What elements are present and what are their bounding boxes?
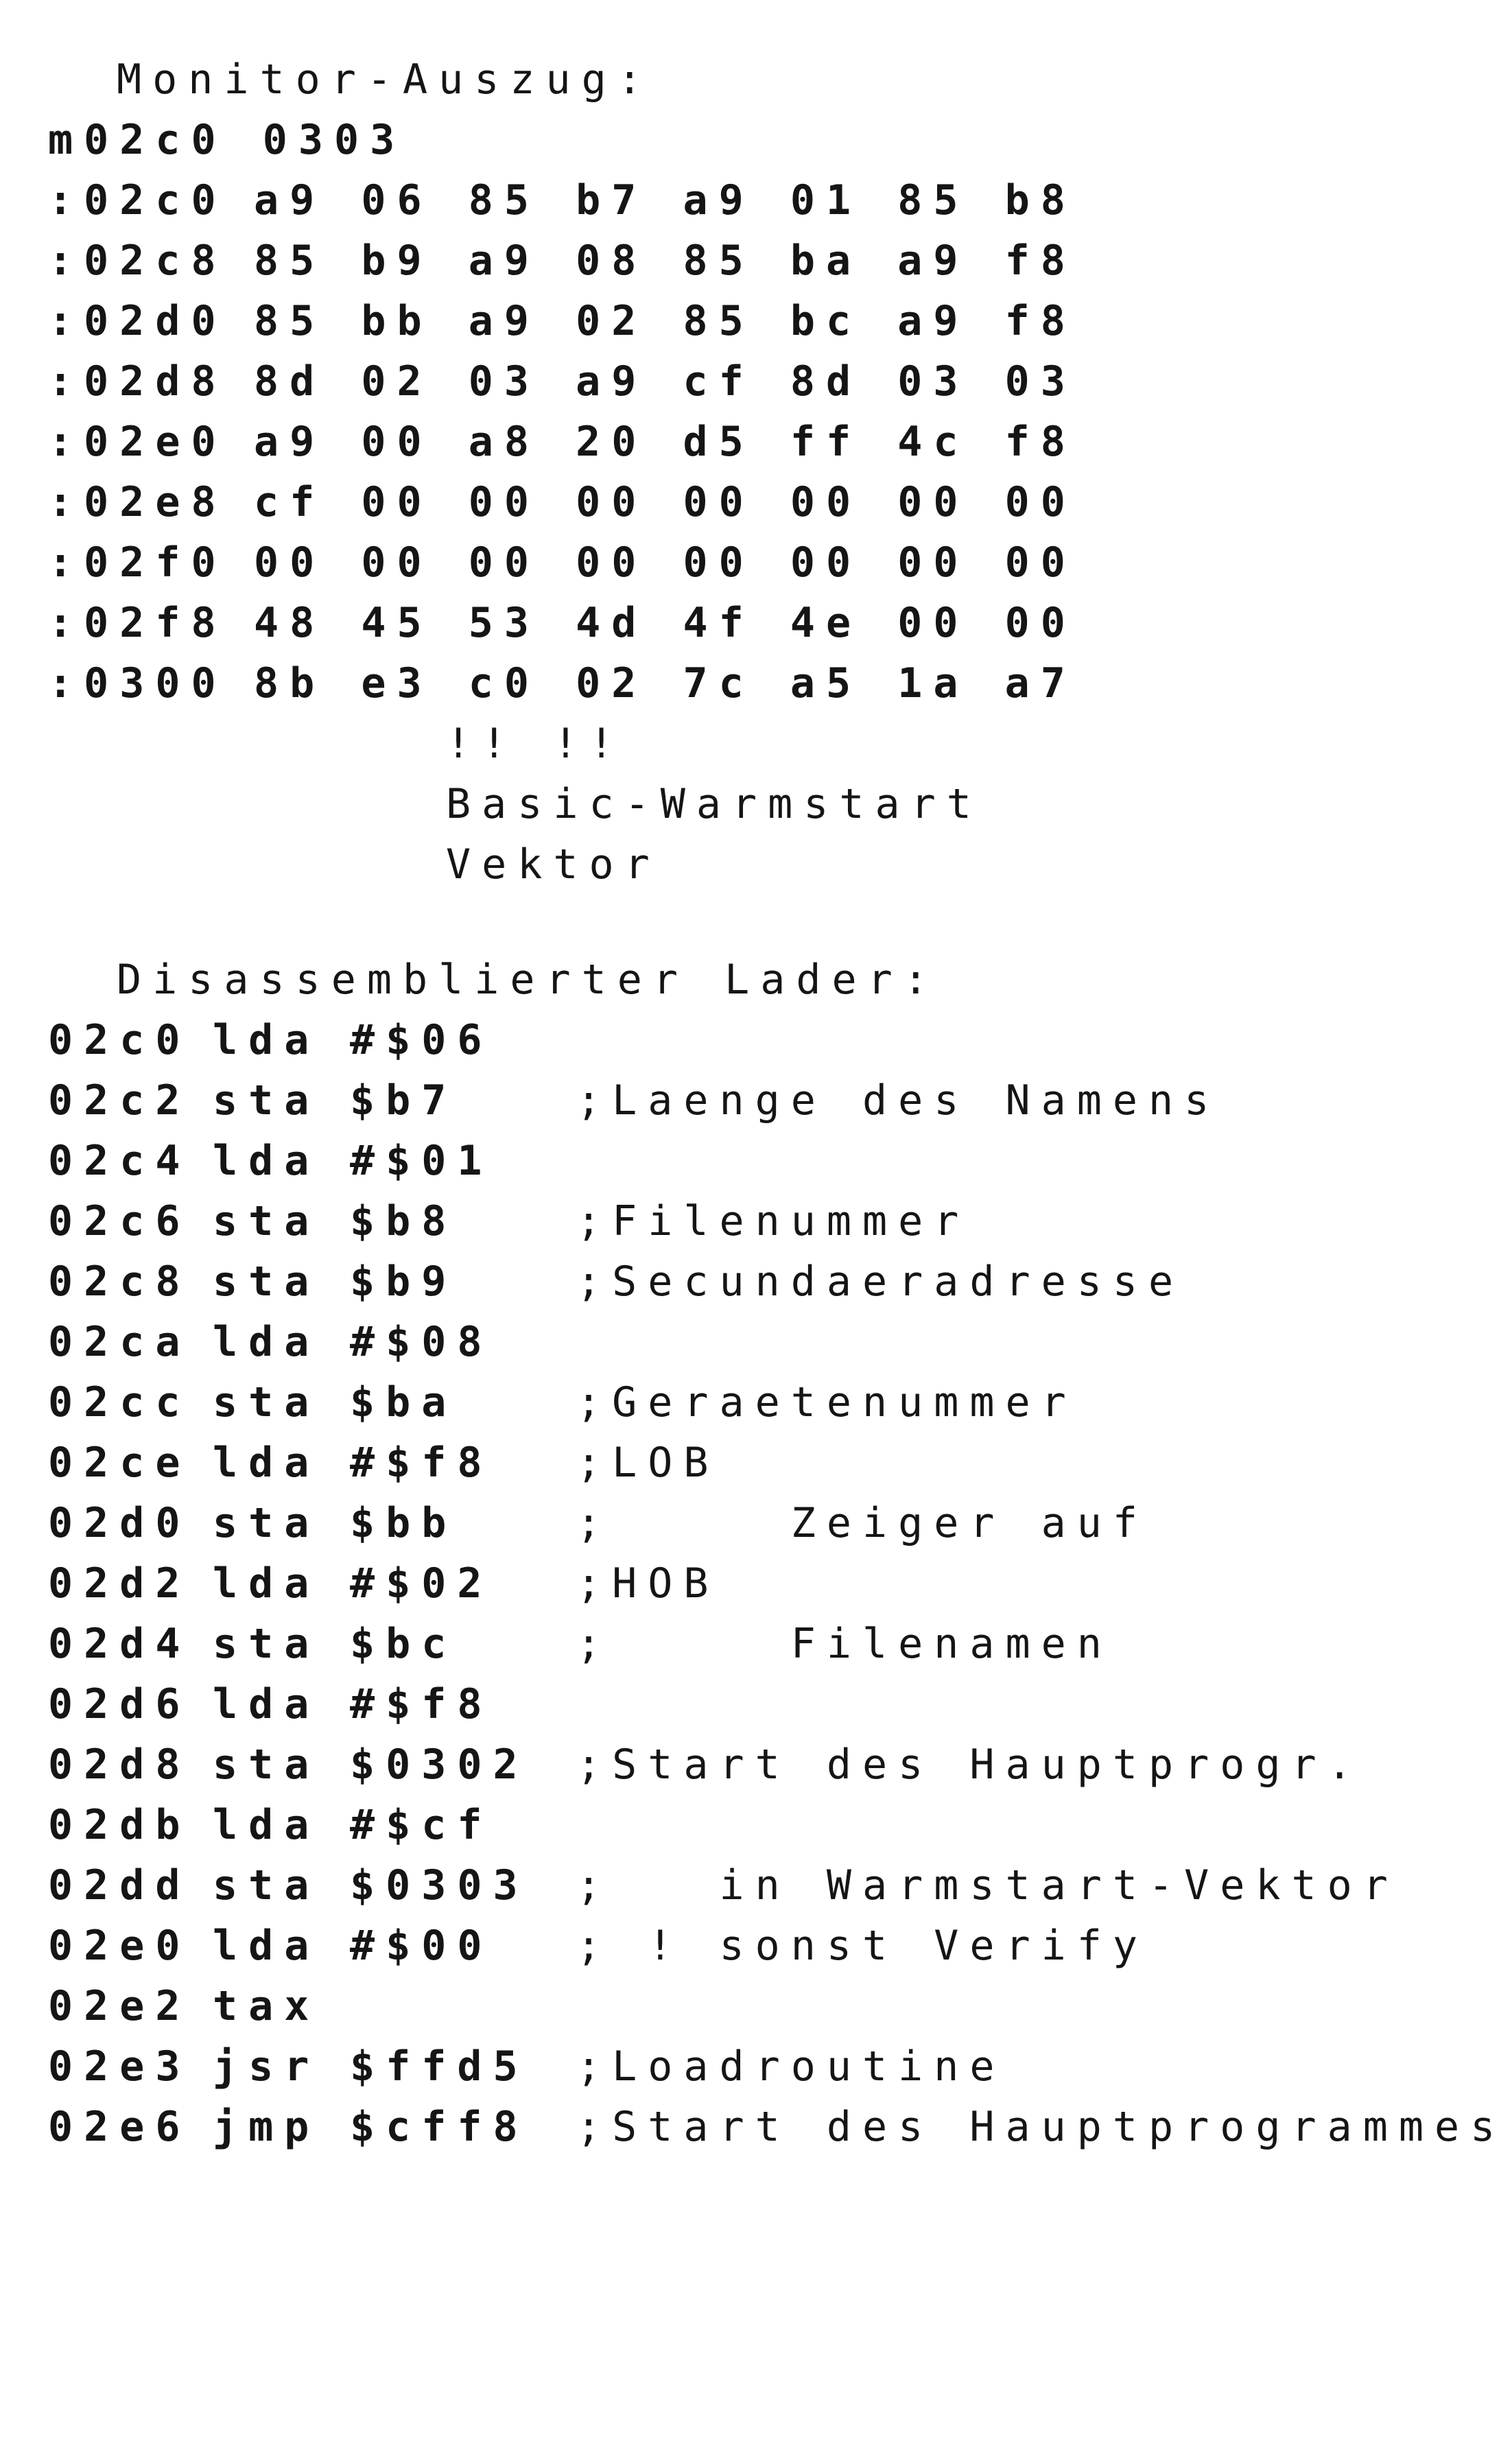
asm-comment: ;Secundaeradresse bbox=[576, 1258, 1185, 1306]
asm-address: 02e6 bbox=[48, 2103, 191, 2151]
monitor-row-bytes: a9 06 85 b7 a9 01 85 b8 bbox=[254, 176, 1076, 224]
asm-line bbox=[48, 1614, 1113, 1674]
asm-opcode: sta bbox=[213, 1620, 320, 1668]
asm-address: 02ca bbox=[48, 1318, 191, 1366]
monitor-row-address: :02f8 bbox=[48, 599, 227, 647]
asm-opcode: jmp bbox=[213, 2103, 320, 2151]
asm-line bbox=[48, 1976, 320, 2036]
asm-opcode: lda bbox=[213, 1922, 320, 1970]
asm-operand: #$cf bbox=[350, 1801, 493, 1849]
asm-opcode: tax bbox=[213, 1982, 320, 2030]
asm-opcode: lda bbox=[213, 1137, 320, 1185]
asm-opcode: jsr bbox=[213, 2043, 320, 2091]
asm-opcode: sta bbox=[213, 1499, 320, 1547]
monitor-row bbox=[48, 593, 1076, 653]
monitor-row bbox=[48, 532, 1076, 593]
asm-address: 02d4 bbox=[48, 1620, 191, 1668]
asm-operand: $bb bbox=[350, 1499, 458, 1547]
asm-line bbox=[48, 1070, 1220, 1131]
asm-line bbox=[48, 1433, 720, 1493]
asm-operand: $b8 bbox=[350, 1197, 458, 1245]
asm-address: 02e3 bbox=[48, 2043, 191, 2091]
asm-address: 02c0 bbox=[48, 1016, 191, 1064]
monitor-row bbox=[48, 412, 1076, 472]
monitor-row-address: :02d8 bbox=[48, 357, 227, 405]
warmstart-note: Basic-Warmstart bbox=[446, 780, 982, 828]
asm-comment: ;Laenge des Namens bbox=[576, 1076, 1220, 1125]
asm-operand: #$00 bbox=[350, 1922, 493, 1970]
monitor-row bbox=[48, 170, 1076, 231]
asm-comment: ;Start des Hauptprogrammes bbox=[576, 2103, 1507, 2151]
asm-opcode: lda bbox=[213, 1016, 320, 1064]
asm-line bbox=[48, 1191, 970, 1251]
asm-operand: $cff8 bbox=[350, 2103, 529, 2151]
asm-opcode: lda bbox=[213, 1680, 320, 1728]
asm-address: 02c6 bbox=[48, 1197, 191, 1245]
asm-opcode: sta bbox=[213, 1861, 320, 1909]
asm-operand: #$01 bbox=[350, 1137, 493, 1185]
asm-opcode: lda bbox=[213, 1318, 320, 1366]
asm-line bbox=[48, 2036, 1006, 2097]
asm-operand: #$08 bbox=[350, 1318, 493, 1366]
asm-comment: ; Filenamen bbox=[576, 1620, 1113, 1668]
monitor-row-address: :02c8 bbox=[48, 237, 227, 285]
monitor-row-address: :02e8 bbox=[48, 478, 227, 526]
asm-address: 02d8 bbox=[48, 1741, 191, 1789]
monitor-row bbox=[48, 231, 1076, 291]
asm-operand: $0303 bbox=[350, 1861, 529, 1909]
asm-address: 02c2 bbox=[48, 1076, 191, 1125]
monitor-row bbox=[48, 291, 1076, 351]
monitor-row-bytes: cf 00 00 00 00 00 00 00 bbox=[254, 478, 1076, 526]
asm-address: 02dd bbox=[48, 1861, 191, 1909]
asm-comment: ;HOB bbox=[576, 1560, 720, 1608]
asm-line bbox=[48, 1493, 1148, 1553]
asm-opcode: lda bbox=[213, 1801, 320, 1849]
asm-operand: $ffd5 bbox=[350, 2043, 529, 2091]
monitor-row-bytes: 8d 02 03 a9 cf 8d 03 03 bbox=[254, 357, 1076, 405]
monitor-row-bytes: 8b e3 c0 02 7c a5 1a a7 bbox=[254, 659, 1076, 707]
asm-operand: #$02 bbox=[350, 1560, 493, 1608]
monitor-row bbox=[48, 472, 1076, 532]
asm-opcode: sta bbox=[213, 1197, 320, 1245]
asm-opcode: lda bbox=[213, 1560, 320, 1608]
asm-address: 02d0 bbox=[48, 1499, 191, 1547]
asm-comment: ;Loadroutine bbox=[576, 2043, 1006, 2091]
monitor-row-address: :02c0 bbox=[48, 176, 227, 224]
warmstart-marker: !! !! bbox=[446, 720, 625, 768]
asm-line bbox=[48, 1674, 493, 1734]
asm-operand: #$f8 bbox=[350, 1680, 493, 1728]
monitor-row-bytes: 85 b9 a9 08 85 ba a9 f8 bbox=[254, 237, 1076, 285]
asm-address: 02e2 bbox=[48, 1982, 191, 2030]
monitor-row-address: :02d0 bbox=[48, 297, 227, 345]
asm-address: 02e0 bbox=[48, 1922, 191, 1970]
monitor-command: m02c0 0303 bbox=[48, 116, 406, 164]
monitor-row-address: :0300 bbox=[48, 659, 227, 707]
monitor-row bbox=[48, 351, 1076, 412]
monitor-row bbox=[48, 653, 1076, 714]
monitor-row-bytes: 85 bb a9 02 85 bc a9 f8 bbox=[254, 297, 1076, 345]
asm-line bbox=[48, 1131, 493, 1191]
asm-operand: #$06 bbox=[350, 1016, 493, 1064]
asm-opcode: lda bbox=[213, 1439, 320, 1487]
monitor-row-bytes: 48 45 53 4d 4f 4e 00 00 bbox=[254, 599, 1076, 647]
asm-operand: $0302 bbox=[350, 1741, 529, 1789]
asm-opcode: sta bbox=[213, 1741, 320, 1789]
asm-line bbox=[48, 2097, 1507, 2157]
asm-address: 02d2 bbox=[48, 1560, 191, 1608]
asm-comment: ; Zeiger auf bbox=[576, 1499, 1148, 1547]
asm-comment: ;Filenummer bbox=[576, 1197, 970, 1245]
asm-line bbox=[48, 1916, 1148, 1976]
asm-comment: ; in Warmstart-Vektor bbox=[576, 1861, 1399, 1909]
asm-operand: $b9 bbox=[350, 1258, 458, 1306]
asm-line bbox=[48, 1734, 1363, 1795]
asm-line bbox=[48, 1795, 493, 1855]
asm-address: 02db bbox=[48, 1801, 191, 1849]
asm-address: 02ce bbox=[48, 1439, 191, 1487]
asm-line bbox=[48, 1855, 1399, 1916]
asm-comment: ;Geraetenummer bbox=[576, 1378, 1077, 1426]
asm-line bbox=[48, 1312, 493, 1372]
asm-address: 02c8 bbox=[48, 1258, 191, 1306]
asm-operand: #$f8 bbox=[350, 1439, 493, 1487]
monitor-row-address: :02f0 bbox=[48, 539, 227, 587]
asm-address: 02cc bbox=[48, 1378, 191, 1426]
disassembly-heading: Disassemblierter Lader: bbox=[117, 956, 939, 1004]
monitor-heading: Monitor-Auszug: bbox=[117, 56, 653, 104]
asm-line bbox=[48, 1553, 720, 1614]
asm-comment: ; ! sonst Verify bbox=[576, 1922, 1148, 1970]
monitor-row-bytes: a9 00 a8 20 d5 ff 4c f8 bbox=[254, 418, 1076, 466]
monitor-row-address: :02e0 bbox=[48, 418, 227, 466]
asm-opcode: sta bbox=[213, 1076, 320, 1125]
asm-line bbox=[48, 1372, 1077, 1433]
asm-address: 02c4 bbox=[48, 1137, 191, 1185]
asm-comment: ;Start des Hauptprogr. bbox=[576, 1741, 1363, 1789]
asm-address: 02d6 bbox=[48, 1680, 191, 1728]
asm-opcode: sta bbox=[213, 1258, 320, 1306]
asm-comment: ;LOB bbox=[576, 1439, 720, 1487]
monitor-row-bytes: 00 00 00 00 00 00 00 00 bbox=[254, 539, 1076, 587]
asm-operand: $bc bbox=[350, 1620, 458, 1668]
asm-opcode: sta bbox=[213, 1378, 320, 1426]
warmstart-note-vektor: Vektor bbox=[446, 840, 661, 889]
asm-operand: $b7 bbox=[350, 1076, 458, 1125]
asm-line bbox=[48, 1010, 493, 1070]
asm-operand: $ba bbox=[350, 1378, 458, 1426]
asm-line bbox=[48, 1251, 1185, 1312]
